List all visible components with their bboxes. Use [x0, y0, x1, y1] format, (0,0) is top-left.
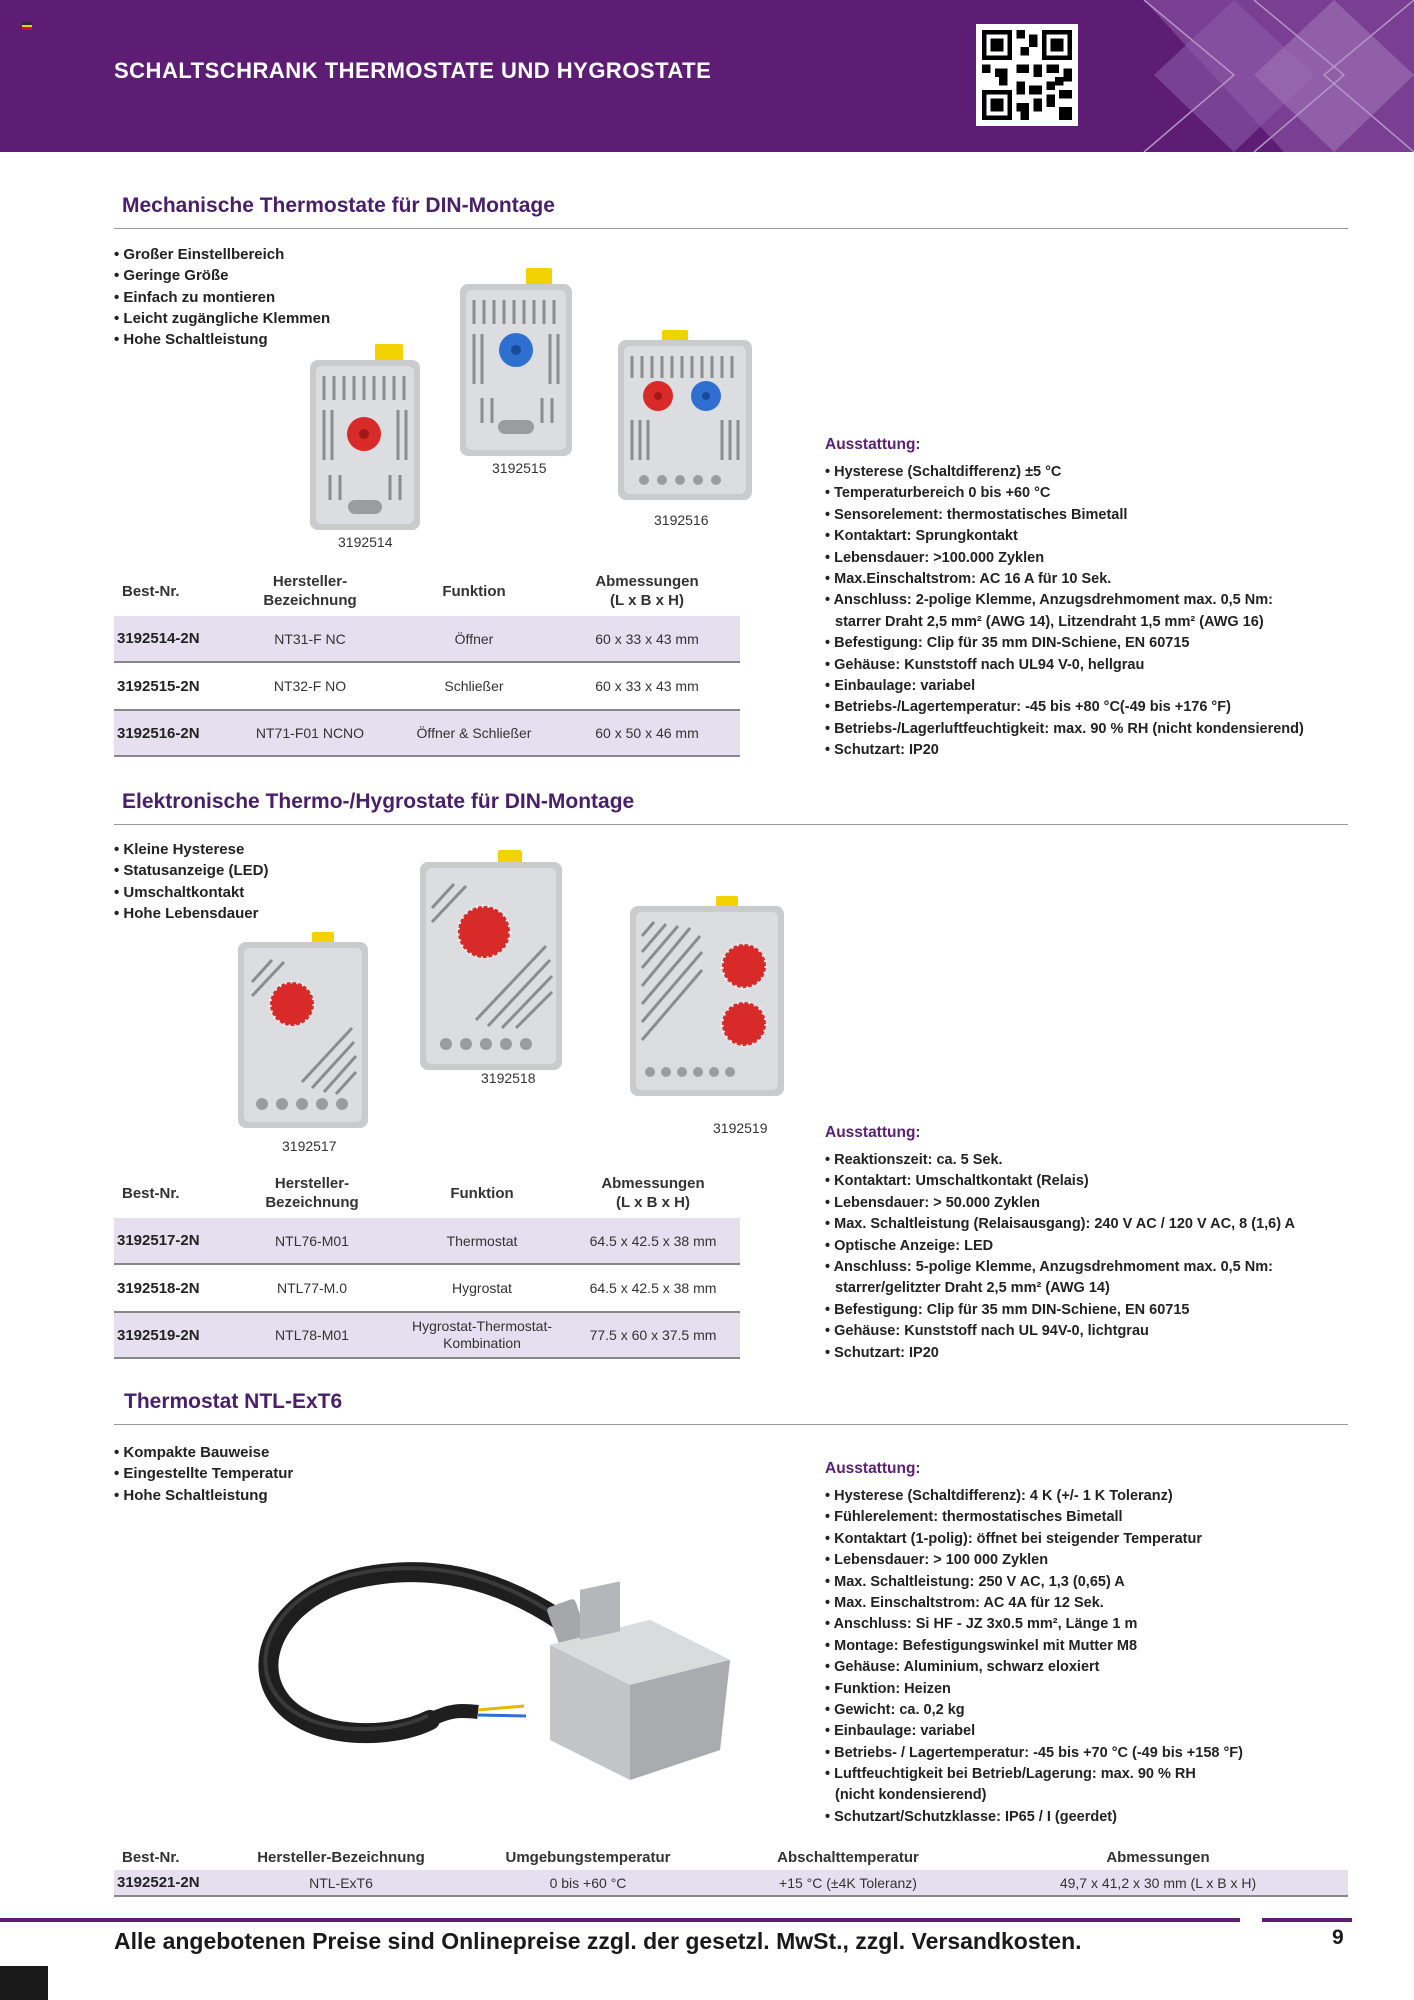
spec-item: • Max. Schaltleistung (Relaisausgang): 240 V AC / 120 V AC, 8 (1,6) A — [825, 1214, 1295, 1235]
spec-item: • Reaktionszeit: ca. 5 Sek. — [825, 1150, 1295, 1171]
feature-item: • Umschaltkontakt — [114, 882, 268, 903]
table-cell: 3192517-2N — [114, 1218, 226, 1264]
product-table-mechanical — [114, 566, 740, 757]
spec-item: • Einbaulage: variabel — [825, 676, 1304, 697]
column-header: Best-Nr. — [122, 582, 180, 600]
section-title-ext6: Thermostat NTL-ExT6 — [124, 1390, 343, 1413]
table-cell: 60 x 33 x 43 mm — [554, 662, 740, 710]
product-label: 3192518 — [481, 1070, 536, 1086]
spec-item: (nicht kondensierend) — [835, 1787, 987, 1804]
table-cell: 3192514-2N — [114, 616, 226, 662]
table-row — [114, 662, 740, 710]
feature-item: • Statusanzeige (LED) — [114, 860, 268, 881]
table-cell: NTL77-M.0 — [226, 1264, 398, 1312]
feature-item: • Kompakte Bauweise — [114, 1442, 293, 1463]
page-title: SCHALTSCHRANK THERMOSTATE UND HYGROSTATE — [114, 58, 712, 83]
spec-item: starrer/gelitzter Draht 2,5 mm² (AWG 14) — [835, 1280, 1110, 1297]
column-header: Hersteller-Bezeichnung — [257, 1848, 425, 1866]
spec-item: • Hysterese (Schaltdifferenz) ±5 °C — [825, 462, 1304, 483]
footer-divider — [1262, 1918, 1352, 1922]
feature-item: • Leicht zugängliche Klemmen — [114, 308, 330, 329]
spec-item: • Gehäuse: Kunststoff nach UL 94V-0, lichtgrau — [825, 1321, 1295, 1342]
spec-item: • Befestigung: Clip für 35 mm DIN-Schiene, EN 60715 — [825, 1300, 1295, 1321]
spec-item: • Gehäuse: Aluminium, schwarz eloxiert — [825, 1657, 1243, 1678]
german-flag-icon — [22, 22, 32, 30]
spec-item: • Kontaktart (1-polig): öffnet bei steigender Temperatur — [825, 1529, 1243, 1550]
table-cell: 3192516-2N — [114, 710, 226, 756]
feature-list-electronic — [114, 839, 268, 924]
spec-item: • Kontaktart: Umschaltkontakt (Relais) — [825, 1171, 1295, 1192]
page-header — [0, 0, 1414, 152]
section-divider — [114, 1424, 1348, 1425]
ausstattung-list-ext6 — [825, 1486, 1243, 1828]
spec-item: • Lebensdauer: >100.000 Zyklen — [825, 548, 1304, 569]
footer-divider — [0, 1918, 1240, 1922]
product-label: 3192517 — [282, 1138, 337, 1154]
table-cell: Thermostat — [398, 1218, 566, 1264]
product-image-3192515 — [452, 268, 582, 458]
spec-item: • Betriebs-/Lagertemperatur: -45 bis +80 °C(-49 bis +176 °F) — [825, 697, 1304, 718]
product-image-ntl-ext6 — [250, 1510, 750, 1780]
column-header: Abmessungen (L x B x H) — [601, 1175, 705, 1211]
table-cell: 0 bis +60 °C — [448, 1870, 728, 1896]
product-image-3192516 — [614, 330, 754, 510]
table-row — [114, 1218, 740, 1264]
feature-item: • Geringe Größe — [114, 265, 330, 286]
spec-item: • Max. Einschaltstrom: AC 4A für 12 Sek. — [825, 1593, 1243, 1614]
spec-item: • Lebensdauer: > 50.000 Zyklen — [825, 1193, 1295, 1214]
spec-item: • Hysterese (Schaltdifferenz): 4 K (+/- 1 K Toleranz) — [825, 1486, 1243, 1507]
spec-item: • Gewicht: ca. 0,2 kg — [825, 1700, 1243, 1721]
spec-item: starrer Draht 2,5 mm² (AWG 14), Litzendraht 1,5 mm² (AWG 16) — [835, 613, 1264, 630]
table-cell: +15 °C (±4K Toleranz) — [728, 1870, 968, 1896]
table-row — [114, 710, 740, 756]
table-cell: Öffner — [394, 616, 554, 662]
product-table-ext6 — [114, 1844, 1348, 1897]
section-title-electronic: Elektronische Thermo-/Hygrostate für DIN-Montage — [122, 790, 635, 813]
spec-item: • Temperaturbereich 0 bis +60 °C — [825, 483, 1304, 504]
spec-item: • Lebensdauer: > 100 000 Zyklen — [825, 1550, 1243, 1571]
table-cell: NT31-F NC — [226, 616, 394, 662]
table-cell: 3192518-2N — [114, 1264, 226, 1312]
spec-item: • Sensorelement: thermostatisches Bimetall — [825, 505, 1304, 526]
spec-item: • Luftfeuchtigkeit bei Betrieb/Lagerung: max. 90 % RH — [825, 1764, 1243, 1785]
feature-item: • Kleine Hysterese — [114, 839, 268, 860]
section-divider — [114, 824, 1348, 825]
spec-item: • Betriebs- / Lagertemperatur: -45 bis +70 °C (-49 bis +158 °F) — [825, 1743, 1243, 1764]
table-cell: 49,7 x 41,2 x 30 mm (L x B x H) — [968, 1870, 1348, 1896]
table-cell: NTL78-M01 — [226, 1312, 398, 1358]
spec-item: • Max. Schaltleistung: 250 V AC, 1,3 (0,65) A — [825, 1572, 1243, 1593]
feature-item: • Eingestellte Temperatur — [114, 1463, 293, 1484]
spec-item: • Max.Einschaltstrom: AC 16 A für 10 Sek. — [825, 569, 1304, 590]
spec-item: • Einbaulage: variabel — [825, 1721, 1243, 1742]
product-label: 3192516 — [654, 512, 709, 528]
product-image-3192517 — [232, 932, 374, 1132]
spec-item: • Optische Anzeige: LED — [825, 1236, 1295, 1257]
table-cell: 3192521-2N — [114, 1870, 234, 1896]
product-image-3192518 — [416, 850, 566, 1070]
feature-item: • Hohe Lebensdauer — [114, 903, 268, 924]
table-row — [114, 1264, 740, 1312]
table-row — [114, 1312, 740, 1358]
spec-item: • Schutzart: IP20 — [825, 740, 1304, 761]
table-cell: 64.5 x 42.5 x 38 mm — [566, 1218, 740, 1264]
ausstattung-list-mechanical — [825, 462, 1304, 761]
product-label: 3192515 — [492, 460, 547, 476]
qr-code-icon[interactable] — [976, 24, 1078, 126]
table-row — [114, 616, 740, 662]
spec-item: • Kontaktart: Sprungkontakt — [825, 526, 1304, 547]
spec-item: • Gehäuse: Kunststoff nach UL94 V-0, hellgrau — [825, 655, 1304, 676]
table-cell: 77.5 x 60 x 37.5 mm — [566, 1312, 740, 1358]
table-cell: Hygrostat-Thermostat- Kombination — [398, 1312, 566, 1358]
product-table-electronic — [114, 1168, 740, 1359]
corner-marker — [0, 1966, 48, 2000]
table-cell: Schließer — [394, 662, 554, 710]
table-cell: NT71-F01 NCNO — [226, 710, 394, 756]
section-title-mechanical: Mechanische Thermostate für DIN-Montage — [122, 194, 555, 217]
product-label: 3192514 — [338, 534, 393, 550]
spec-item: • Anschluss: Si HF - JZ 3x0.5 mm², Länge 1 m — [825, 1614, 1243, 1635]
product-image-3192514 — [300, 340, 430, 530]
ausstattung-title: Ausstattung: — [825, 1460, 921, 1477]
table-cell: Öffner & Schließer — [394, 710, 554, 756]
table-cell: NT32-F NO — [226, 662, 394, 710]
column-header: Funktion — [450, 1184, 514, 1202]
feature-item: • Hohe Schaltleistung — [114, 329, 330, 350]
ausstattung-list-electronic — [825, 1150, 1295, 1364]
spec-item: • Funktion: Heizen — [825, 1679, 1243, 1700]
column-header: Abmessungen (L x B x H) — [595, 573, 699, 609]
feature-item: • Einfach zu montieren — [114, 287, 330, 308]
spec-item: • Fühlerelement: thermostatisches Bimetall — [825, 1507, 1243, 1528]
spec-item: • Anschluss: 5-polige Klemme, Anzugsdrehmoment max. 0,5 Nm: — [825, 1257, 1295, 1278]
spec-item: • Montage: Befestigungswinkel mit Mutter M8 — [825, 1636, 1243, 1657]
column-header: Abschalttemperatur — [777, 1848, 919, 1866]
feature-list-mechanical — [114, 244, 330, 350]
section-divider — [114, 228, 1348, 229]
table-cell: NTL-ExT6 — [234, 1870, 448, 1896]
column-header: Funktion — [442, 582, 506, 600]
page-number: 9 — [1332, 1926, 1344, 1949]
column-header: Best-Nr. — [122, 1184, 180, 1202]
header-diamond-decoration — [1084, 0, 1414, 152]
column-header: Abmessungen — [1106, 1848, 1210, 1866]
footer-disclaimer: Alle angebotenen Preise sind Onlinepreise zzgl. der gesetzl. MwSt., zzgl. Versandkosten. — [114, 1928, 1082, 1954]
column-header: Hersteller- Bezeichnung — [263, 573, 357, 609]
ausstattung-title: Ausstattung: — [825, 1124, 921, 1141]
table-cell: Hygrostat — [398, 1264, 566, 1312]
feature-item: • Hohe Schaltleistung — [114, 1485, 293, 1506]
product-label: 3192519 — [713, 1120, 768, 1136]
table-cell: NTL76-M01 — [226, 1218, 398, 1264]
table-row — [114, 1870, 1348, 1896]
feature-list-ext6 — [114, 1442, 293, 1506]
table-cell: 64.5 x 42.5 x 38 mm — [566, 1264, 740, 1312]
spec-item: • Betriebs-/Lagerluftfeuchtigkeit: max. 90 % RH (nicht kondensierend) — [825, 719, 1304, 740]
spec-item: • Schutzart/Schutzklasse: IP65 / I (geerdet) — [825, 1807, 1243, 1828]
table-cell: 3192519-2N — [114, 1312, 226, 1358]
spec-item: • Schutzart: IP20 — [825, 1343, 1295, 1364]
product-image-3192519 — [626, 896, 788, 1096]
ausstattung-title: Ausstattung: — [825, 436, 921, 453]
column-header: Hersteller- Bezeichnung — [265, 1175, 359, 1211]
column-header: Best-Nr. — [122, 1848, 180, 1866]
table-cell: 3192515-2N — [114, 662, 226, 710]
spec-item: • Befestigung: Clip für 35 mm DIN-Schiene, EN 60715 — [825, 633, 1304, 654]
spec-item: • Anschluss: 2-polige Klemme, Anzugsdrehmoment max. 0,5 Nm: — [825, 590, 1304, 611]
feature-item: • Großer Einstellbereich — [114, 244, 330, 265]
table-cell: 60 x 50 x 46 mm — [554, 710, 740, 756]
column-header: Umgebungstemperatur — [505, 1848, 671, 1866]
table-cell: 60 x 33 x 43 mm — [554, 616, 740, 662]
